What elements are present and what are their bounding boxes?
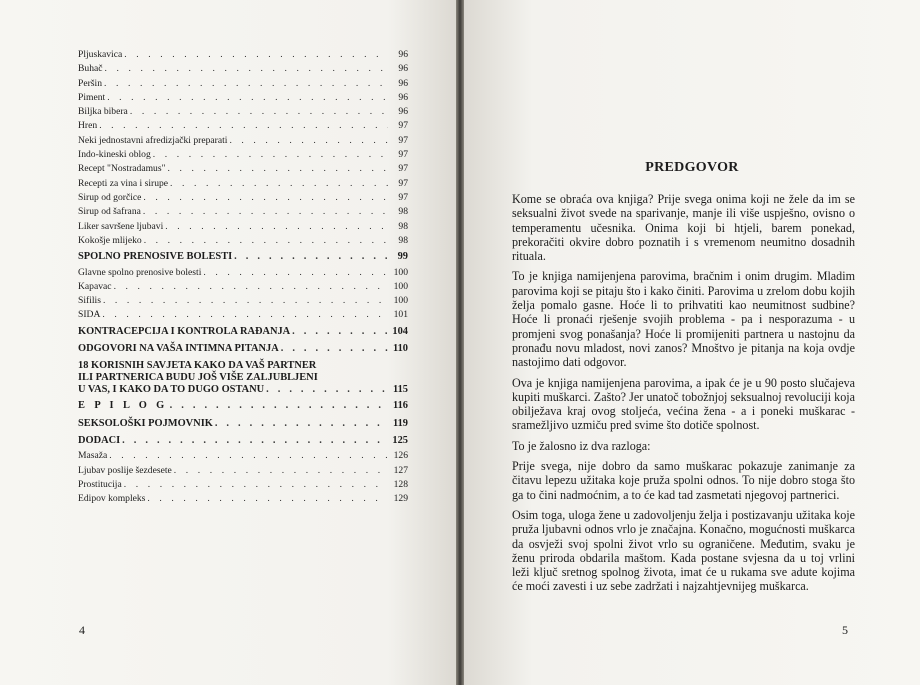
toc-leader-dots <box>229 134 388 148</box>
toc-entry-page: 98 <box>398 220 408 232</box>
toc-entry-page: 96 <box>398 49 408 60</box>
toc-entry-title: Prostitucija <box>78 478 122 490</box>
paragraph: Kome se obraća ova knjiga? Prije svega onima koji ne žele da im se seksualni život svede na sparivanje, manje ili više uspješno, ovisno o temperamentu učesnika. Onima koji bi htjeli, barem ponekad, prekoračiti okvire dobro poznatih i s vremenom neumitno dosadnih rituala. <box>512 192 855 264</box>
toc-entry <box>78 415 408 432</box>
toc-leader-dots <box>114 280 388 294</box>
toc-entry-page: 98 <box>398 206 408 218</box>
toc-entry <box>78 220 408 234</box>
toc-leader-dots <box>144 234 388 248</box>
toc-entry-title: Glavne spolno prenosive bolesti <box>78 266 202 278</box>
toc-leader-dots <box>234 248 388 265</box>
toc-entry <box>78 234 408 248</box>
page-number-right: 5 <box>842 623 848 637</box>
toc-entry <box>78 280 408 294</box>
toc-entry-page: 104 <box>392 325 408 337</box>
toc-entry-page: 129 <box>393 493 408 505</box>
toc-entry-title: KONTRACEPCIJA I KONTROLA RAĐANJA <box>78 325 291 337</box>
toc-entry-page: 100 <box>393 266 408 278</box>
toc-entry <box>78 205 408 219</box>
toc-entry-title: Sirup od šafrana <box>78 206 141 218</box>
toc-entry-title: SEKSOLOŠKI POJMOVNIK <box>78 417 213 429</box>
book-gutter <box>456 0 464 685</box>
toc-entry-page: 97 <box>398 120 408 132</box>
toc-entry-title: Pljuskavica <box>78 49 123 60</box>
toc-entry-title: Piment <box>78 91 106 103</box>
toc-entry <box>78 492 408 506</box>
toc-entry-title: Kapavac <box>78 280 112 292</box>
toc-leader-dots <box>147 492 388 506</box>
toc-entry-page: 96 <box>398 77 408 89</box>
toc-entry-title: Recept "Nostradamus" <box>78 163 166 175</box>
paragraph: Prije svega, nije dobro da samo muškarac pokazuje zanimanje za čitavu lepezu užitaka koje pruža spolni odnos. To nije dobro stoga što ga to čini nadmoćnim, a to će kad tad zasmetati njegovoj partnerici. <box>512 459 855 502</box>
toc-entry-page: 97 <box>398 149 408 161</box>
toc-entry <box>78 91 408 105</box>
left-page <box>0 0 456 685</box>
toc-leader-dots <box>153 148 388 162</box>
toc-entry <box>78 449 408 463</box>
toc-entry-page: 99 <box>397 251 408 263</box>
toc-leader-dots <box>143 205 388 219</box>
toc-entry-page: 96 <box>398 91 408 103</box>
toc-leader-dots <box>105 62 388 76</box>
toc-entry-page: 127 <box>393 464 408 476</box>
toc-leader-dots <box>281 340 388 357</box>
toc-entry-title: Edipov kompleks <box>78 493 146 505</box>
toc-entry-title: Sirup od gorčice <box>78 191 142 203</box>
toc-leader-dots <box>170 177 388 191</box>
toc-leader-dots <box>124 478 388 492</box>
toc-entry-title: DODACI <box>78 434 121 446</box>
paragraph: Osim toga, uloga žene u zadovoljenju želja i postizavanju užitaka koje pruža ljubavni odnos vrlo je značajna. Konačno, mogućnosti muškarca da osvježi svoj spolni život vrlo su ograničene. Međutim, svaku je ženu priroda obdarila maštom. Kada postane svjesna da u toj vrlini leži ključ sretnog spolnog života, imat će u rukama sve adute kojima će moći zavesti i uz sebe zadržati i najzahtjevnijeg muškarca. <box>512 507 855 594</box>
toc-leader-dots <box>104 77 388 91</box>
right-page <box>464 0 920 685</box>
toc-entry <box>78 148 408 162</box>
toc-leader-dots <box>130 105 388 119</box>
toc-entry <box>78 464 408 478</box>
toc-entry <box>78 340 408 357</box>
toc-entry-title: SIDA <box>78 309 101 321</box>
paragraph: To je žalosno iz dva razloga: <box>512 438 651 453</box>
toc-entry-title: Peršin <box>78 77 102 89</box>
toc-entry-page: 110 <box>392 343 408 355</box>
toc-entry-page: 101 <box>393 309 408 321</box>
toc-leader-dots <box>203 266 388 280</box>
toc-entry-page: 126 <box>393 450 408 462</box>
toc-leader-dots <box>102 308 388 322</box>
paragraph: To je knjiga namijenjena parovima, bračnim i onim drugim. Mladim parovima koji se pitaju što i kako činiti. Parovima u zrelom dobu kojih želja pomalo gasne. Hoće li to prihvatiti kao neumitnost sudbine? Hoće li pronaći rješenje svojih problema - pa i nesporazuma - u promjeni svog ponašanja? Hoće li promijeniti partnera u nastojnu da pronađu novu mladost, novi zanos? Mnoštvo je pitanja na koja ovdje nastojimo dati odgovor. <box>512 269 855 370</box>
toc-entry-title: ODGOVORI NA VAŠA INTIMNA PITANJA <box>78 343 279 355</box>
toc-entry <box>78 266 408 280</box>
toc-entry-title: Recepti za vina i sirupe <box>78 177 169 189</box>
toc-entry-title: E P I L O G <box>78 400 168 412</box>
toc-entry-page: 115 <box>392 383 408 395</box>
toc-entry-page: 97 <box>398 177 408 189</box>
toc-entry-page: 128 <box>393 478 408 490</box>
toc-leader-dots <box>122 432 388 449</box>
toc-leader-dots <box>143 191 388 205</box>
toc-entry <box>78 105 408 119</box>
toc-entry <box>78 162 408 176</box>
toc-entry-title: Masaža <box>78 450 108 462</box>
toc-leader-dots <box>103 294 388 308</box>
toc-entry <box>78 478 408 492</box>
toc-entry <box>78 48 408 62</box>
toc-leader-dots <box>124 48 388 62</box>
toc-entry-title: SPOLNO PRENOSIVE BOLESTI <box>78 251 233 263</box>
toc-entry <box>78 119 408 133</box>
toc-entry-title: Buhač <box>78 63 103 75</box>
toc-entry-title: Sifilis <box>78 295 101 307</box>
toc-entry-page: 96 <box>398 106 408 118</box>
toc-entry <box>78 248 408 265</box>
toc-entry-title: Hren <box>78 120 98 132</box>
toc-entry-page: 96 <box>398 63 408 75</box>
toc-leader-dots <box>107 91 388 105</box>
toc-entry <box>78 62 408 76</box>
toc-entry-page: 97 <box>398 191 408 203</box>
toc-entry <box>78 323 408 340</box>
toc-entry <box>78 432 408 449</box>
toc-entry-title: Biljka bibera <box>78 106 128 118</box>
toc-entry-page: 116 <box>392 400 408 412</box>
preface-body <box>512 192 855 600</box>
toc-entry-title: Liker savršene ljubavi <box>78 220 164 232</box>
toc-leader-dots <box>174 464 388 478</box>
toc-entry <box>78 397 408 414</box>
toc-entry-page: 125 <box>392 434 408 446</box>
toc-leader-dots <box>165 220 388 234</box>
toc-leader-dots <box>215 415 388 432</box>
toc-entry-page: 100 <box>393 280 408 292</box>
toc-entry-page: 119 <box>392 417 408 429</box>
toc-entry <box>78 77 408 91</box>
toc-entry-title-line: 18 KORISNIH SAVJETA KAKO DA VAŠ PARTNER <box>78 359 317 371</box>
toc-leader-dots <box>168 162 389 176</box>
toc-entry <box>78 294 408 308</box>
toc-entry-title: Ljubav poslije šezdesete <box>78 464 172 476</box>
toc-entry <box>78 134 408 148</box>
toc-entry-page: 97 <box>398 163 408 175</box>
table-of-contents <box>78 48 408 507</box>
toc-entry-page: 97 <box>398 134 408 146</box>
paragraph: Ova je knjiga namijenjena parovima, a ipak će je u 90 posto slučajeva kupiti muškarci. Zašto? Jer unatoč tobožnjoj seksualnoj revoluciji koja obilježava kraj ovog stoljeća, većina žena - a i poneki muškarac - sramežljivo uzmiču pred svime što dotiče spolnost. <box>512 375 855 433</box>
toc-leader-dots <box>109 449 388 463</box>
toc-entry-title: Neki jednostavni afredizjački preparati <box>78 134 228 146</box>
toc-entry-title: Kokošje mlijeko <box>78 234 142 246</box>
toc-entry-page: 98 <box>398 234 408 246</box>
toc-leader-dots <box>170 397 388 414</box>
toc-leader-dots <box>292 323 388 340</box>
toc-entry <box>78 308 408 322</box>
toc-entry <box>78 177 408 191</box>
toc-entry-multiline <box>78 360 408 397</box>
chapter-heading: PREDGOVOR <box>645 160 739 175</box>
page-number-left: 4 <box>79 623 85 637</box>
toc-entry-title: Indo-kineski oblog <box>78 149 151 161</box>
toc-entry-title-line: ILI PARTNERICA BUDU JOŠ VIŠE ZALJUBLJENI <box>78 371 318 383</box>
toc-leader-dots <box>99 119 388 133</box>
toc-entry <box>78 191 408 205</box>
toc-entry-page: 100 <box>393 295 408 307</box>
toc-entry-title-line: U VAS, I KAKO DA TO DUGO OSTANU <box>78 383 265 395</box>
toc-leader-dots <box>266 384 388 396</box>
